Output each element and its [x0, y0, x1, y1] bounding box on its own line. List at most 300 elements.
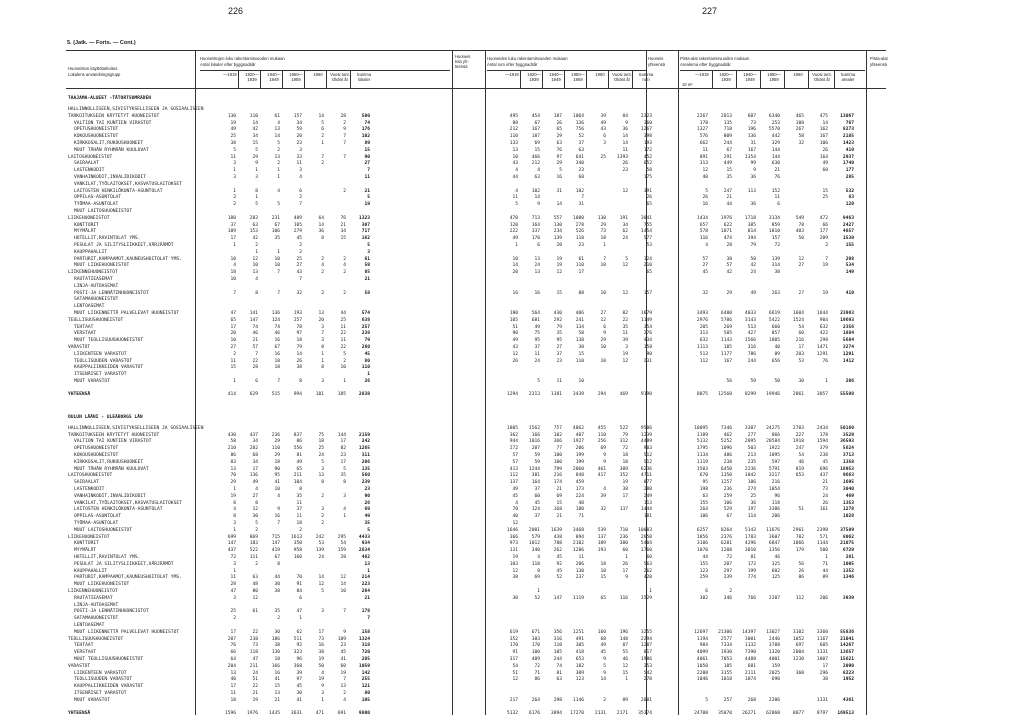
- value-cell: 198: [699, 487, 708, 492]
- value-cell: 869: [249, 534, 258, 540]
- value-cell: 11: [296, 514, 302, 520]
- value-cell: 73: [600, 229, 606, 235]
- value-cell: 38: [274, 589, 280, 594]
- value-cell: 4: [255, 277, 258, 282]
- value-cell: 4033: [744, 311, 756, 316]
- subcol-rule-6: [350, 70, 351, 88]
- value-cell: 5: [233, 147, 236, 153]
- value-cell: 25: [318, 446, 324, 452]
- value-cell: 1: [255, 168, 258, 174]
- value-cell: 110: [249, 113, 258, 119]
- value-cell: 49: [822, 161, 828, 167]
- value-cell: 72: [774, 243, 780, 248]
- value-cell: 1354: [744, 154, 756, 160]
- value-cell: 5: [367, 195, 370, 201]
- value-cell: 18: [274, 459, 280, 465]
- value-cell: 185: [723, 345, 732, 350]
- value-cell: 1070: [696, 548, 708, 554]
- value-cell: 4: [233, 263, 236, 269]
- value-cell: 495: [509, 113, 518, 119]
- value-cell: 1327: [696, 127, 708, 133]
- value-cell: 1007: [816, 657, 828, 662]
- value-cell: 2: [321, 270, 324, 276]
- value-cell: 84: [622, 113, 628, 119]
- value-cell: 4: [321, 263, 324, 269]
- value-cell: 19: [230, 120, 236, 126]
- total-cell: 9190: [640, 391, 652, 397]
- value-cell: 12: [512, 677, 518, 683]
- value-cell: 9: [603, 670, 606, 676]
- value-cell: 1927: [572, 439, 584, 445]
- value-cell: 11: [774, 195, 780, 201]
- value-cell: 6340: [768, 113, 780, 119]
- value-cell: 83: [848, 195, 854, 201]
- value-cell: 1866: [792, 541, 804, 547]
- value-cell: 23: [578, 243, 584, 248]
- value-cell: 2: [343, 120, 346, 126]
- value-cell: 557: [553, 215, 562, 221]
- value-cell: 7: [603, 256, 606, 262]
- value-cell: 86: [534, 677, 540, 683]
- value-cell: 118: [249, 650, 258, 656]
- value-cell: 69: [534, 575, 540, 581]
- value-cell: 437: [249, 432, 258, 438]
- value-cell: 12: [512, 521, 518, 526]
- value-cell: 137: [509, 480, 518, 486]
- value-cell: 15: [726, 168, 732, 174]
- value-cell: 6450: [720, 466, 732, 472]
- value-cell: 37: [556, 351, 562, 357]
- value-cell: 34: [252, 134, 258, 140]
- value-cell: 19: [622, 480, 628, 486]
- value-cell: 49: [534, 324, 540, 330]
- value-cell: 512: [643, 453, 652, 458]
- value-cell: 67: [726, 147, 732, 153]
- value-cell: 311: [361, 453, 370, 458]
- value-cell: 662: [699, 141, 708, 146]
- value-cell: 9: [277, 507, 280, 513]
- value-cell: 4409: [640, 439, 652, 445]
- value-cell: 4: [515, 500, 518, 506]
- value-cell: 90: [646, 351, 652, 357]
- value-cell: 12: [340, 575, 346, 581]
- value-cell: 30: [512, 595, 518, 601]
- value-cell: 131: [509, 548, 518, 554]
- total-cell: 2313: [528, 391, 540, 397]
- value-cell: 236: [619, 534, 628, 540]
- value-cell: 1119: [696, 459, 708, 465]
- value-cell: 305: [575, 643, 584, 649]
- value-cell: 12: [622, 263, 628, 269]
- value-cell: 5684: [842, 338, 854, 344]
- value-cell: 17: [230, 684, 236, 690]
- value-cell: 38: [726, 256, 732, 262]
- value-cell: 89: [774, 351, 780, 357]
- value-cell: 135: [361, 466, 370, 472]
- subcol-rule-19: [808, 70, 809, 88]
- value-cell: 17: [822, 663, 828, 669]
- value-cell: 38: [774, 270, 780, 276]
- value-cell: 291: [723, 154, 732, 160]
- value-cell: 577: [643, 236, 652, 242]
- header-rooms-col-0: —1919: [223, 72, 237, 77]
- value-cell: 1324: [358, 636, 370, 642]
- value-cell: 130: [227, 113, 236, 119]
- value-cell: 14: [252, 120, 258, 126]
- value-cell: 25: [750, 493, 756, 499]
- value-cell: 1320: [768, 650, 780, 656]
- total-cell: 35870: [718, 710, 732, 716]
- value-cell: 65: [600, 595, 606, 601]
- value-cell: 715: [271, 534, 280, 540]
- value-cell: 23983: [840, 311, 854, 316]
- row-label: PESULAT JA SILITYSLIIKKEET,VÄRJÄÄMÖT: [74, 243, 174, 248]
- value-cell: 11676: [766, 527, 780, 533]
- header-area2-col-5: Vuosi tunt. Okänt år: [812, 72, 832, 82]
- value-cell: 25: [230, 609, 236, 615]
- value-cell: 264: [699, 507, 708, 513]
- value-cell: 25: [600, 154, 606, 160]
- value-cell: 2267: [696, 113, 708, 119]
- value-cell: 170: [509, 643, 518, 649]
- value-cell: 76: [340, 215, 346, 221]
- value-cell: 13: [318, 311, 324, 316]
- value-cell: 81: [750, 555, 756, 560]
- value-cell: 12: [702, 168, 708, 174]
- value-cell: 7: [299, 277, 302, 282]
- header-rooms-fi: Huoneistojen luku rakentamisvuoden mukaan: [200, 56, 285, 61]
- row-label: LIIKENNEHUONEISTOT: [68, 270, 118, 276]
- value-cell: 49: [512, 487, 518, 492]
- value-cell: 66: [822, 222, 828, 228]
- value-cell: 75: [318, 432, 324, 438]
- row-label: KAUPPAHALLIT: [74, 568, 108, 574]
- value-cell: 60: [534, 493, 540, 499]
- value-cell: 264: [361, 589, 370, 594]
- value-cell: 92: [296, 643, 302, 649]
- value-cell: 6: [603, 134, 606, 140]
- value-cell: 58: [798, 134, 804, 140]
- value-cell: 78: [296, 324, 302, 330]
- value-cell: 32: [296, 290, 302, 296]
- total-cell: 55598: [840, 391, 854, 397]
- value-cell: 144: [771, 154, 780, 160]
- header-rooms2-col-5: Vuosi tunt. Okänt år: [612, 72, 632, 82]
- value-cell: 2650: [640, 534, 652, 540]
- value-cell: 4361: [842, 697, 854, 703]
- header-sum-short-2: tola yh-: [455, 59, 469, 64]
- value-cell: 12: [600, 317, 606, 323]
- value-cell: 167: [747, 147, 756, 153]
- value-cell: 193: [597, 548, 606, 554]
- value-cell: 1: [233, 188, 236, 194]
- value-cell: 817: [643, 650, 652, 656]
- value-cell: 10083: [638, 527, 652, 533]
- value-cell: 368: [293, 663, 302, 669]
- row-label: LAITOSHUONEISTOT: [68, 154, 113, 160]
- value-cell: 500: [819, 548, 828, 554]
- value-cell: 8: [233, 500, 236, 506]
- value-cell: 9506: [640, 425, 652, 431]
- value-cell: 337: [531, 229, 540, 235]
- value-cell: 1016: [528, 439, 540, 445]
- value-cell: 2004: [792, 650, 804, 656]
- value-cell: 172: [747, 561, 756, 567]
- value-cell: 67: [274, 555, 280, 560]
- value-cell: 37: [534, 514, 540, 520]
- value-cell: 657: [699, 222, 708, 228]
- total-cell: 9800: [358, 710, 370, 716]
- value-cell: 86: [230, 453, 236, 458]
- value-cell: 660: [771, 324, 780, 330]
- value-cell: 110: [597, 432, 606, 438]
- total-cell: 24700: [694, 710, 708, 716]
- value-cell: 6: [777, 202, 780, 208]
- value-cell: 1119: [572, 595, 584, 601]
- value-cell: 43: [512, 345, 518, 350]
- value-cell: 2090: [842, 663, 854, 669]
- value-cell: 984: [699, 643, 708, 649]
- value-cell: 29: [230, 480, 236, 486]
- value-cell: 167: [531, 127, 540, 133]
- value-cell: 24: [534, 358, 540, 364]
- value-cell: 96: [296, 657, 302, 662]
- value-cell: 38: [512, 575, 518, 581]
- value-cell: 489: [293, 215, 302, 221]
- subcol-rule-15: [712, 70, 713, 88]
- row-label: KAUPPALIIKKEIDEN VARASTOT: [74, 365, 144, 371]
- row-label: MUUT TÄHÄN RYHMÄÄN KUULUVAT: [74, 466, 149, 472]
- value-cell: 15: [364, 147, 370, 153]
- value-cell: 958: [293, 548, 302, 554]
- value-cell: 1810: [768, 229, 780, 235]
- value-cell: 142: [361, 670, 370, 676]
- value-cell: 340: [575, 161, 584, 167]
- value-cell: 3493: [696, 311, 708, 316]
- value-cell: 5: [537, 379, 540, 384]
- value-cell: 104: [293, 480, 302, 486]
- value-cell: 2398: [816, 527, 828, 533]
- value-cell: 25: [340, 317, 346, 323]
- value-cell: 503: [747, 446, 756, 452]
- value-cell: 130: [271, 650, 280, 656]
- value-cell: 31: [556, 188, 562, 194]
- row-label: VALTION TAI KUNTIEN VIRASTOT: [74, 120, 152, 126]
- value-cell: 279: [293, 229, 302, 235]
- value-cell: 231: [643, 358, 652, 364]
- value-cell: 91: [296, 582, 302, 588]
- value-cell: 262: [643, 568, 652, 574]
- value-cell: 168: [553, 507, 562, 513]
- value-cell: 216: [553, 473, 562, 479]
- row-label: LAITOSTEN HENKILÖKUNTA-ASUNTOLAT: [74, 188, 163, 194]
- value-cell: 48: [252, 582, 258, 588]
- value-cell: 259: [723, 493, 732, 499]
- header-area2-fi: Pinta-alat rakentamisvuoden mukaan: [680, 56, 750, 61]
- value-cell: 2: [299, 249, 302, 255]
- value-cell: 10: [600, 290, 606, 296]
- value-cell: 6: [603, 324, 606, 330]
- value-cell: 809: [723, 134, 732, 140]
- value-cell: 5: [625, 256, 628, 262]
- value-cell: 105: [509, 317, 518, 323]
- value-cell: 9463: [842, 215, 854, 221]
- total-row: [0, 710, 1024, 717]
- row-label: TEOLLISUUSHUONEISTOT: [68, 317, 124, 323]
- row-label: KOKOUSHUONEISTOT: [74, 453, 119, 458]
- row-label: ITSENÄISET VARASTOT: [74, 372, 127, 378]
- value-cell: 42: [252, 127, 258, 133]
- value-cell: 102: [361, 134, 370, 140]
- value-cell: 152: [771, 188, 780, 194]
- value-cell: 318: [361, 643, 370, 649]
- value-cell: 213: [747, 453, 756, 458]
- value-cell: 7: [581, 195, 584, 201]
- value-cell: 45: [364, 351, 370, 357]
- value-cell: 21: [274, 697, 280, 703]
- subcol-rule-5: [326, 70, 327, 88]
- value-cell: 16: [274, 351, 280, 357]
- value-cell: 2427: [842, 222, 854, 228]
- value-cell: 2: [343, 256, 346, 262]
- value-cell: 62: [296, 629, 302, 635]
- value-cell: 1566: [744, 338, 756, 344]
- value-cell: 22: [340, 345, 346, 350]
- value-cell: 26: [556, 120, 562, 126]
- value-cell: 249: [643, 493, 652, 499]
- row-label: KOKOUSHUONEISTOT: [74, 134, 119, 140]
- value-cell: 15: [600, 575, 606, 581]
- header-usage-fi: Huoneiston käyttötarkoitus: [68, 66, 118, 71]
- row-label: MUUT LIIKENNETTÄ PALVELEVAT HUONEISTOT: [74, 311, 180, 316]
- value-cell: 35: [556, 331, 562, 337]
- value-cell: 2577: [720, 636, 732, 642]
- value-cell: 2185: [842, 134, 854, 140]
- value-cell: 1: [233, 487, 236, 492]
- value-cell: 1113: [696, 345, 708, 350]
- value-cell: 74: [364, 120, 370, 126]
- value-cell: 14: [318, 575, 324, 581]
- total-cell: 1976: [246, 710, 258, 716]
- value-cell: 260: [361, 345, 370, 350]
- row-label: TEOLLISUUSHUONEISTOT: [68, 636, 124, 642]
- value-cell: 155: [699, 561, 708, 567]
- value-cell: 14: [318, 222, 324, 228]
- value-cell: 15: [230, 365, 236, 371]
- value-cell: 1393: [616, 154, 628, 160]
- header-area2-unit: 10 m²: [682, 82, 693, 87]
- value-cell: 1257: [720, 480, 732, 486]
- value-cell: 630: [771, 161, 780, 167]
- value-cell: 34: [340, 229, 346, 235]
- value-cell: 10: [600, 568, 606, 574]
- value-cell: 11: [556, 379, 562, 384]
- value-cell: 894: [575, 534, 584, 540]
- value-cell: 756: [575, 127, 584, 133]
- value-cell: 522: [249, 548, 258, 554]
- value-cell: 29: [274, 453, 280, 458]
- value-cell: 100: [553, 459, 562, 465]
- value-cell: 475: [819, 113, 828, 119]
- value-cell: 9: [625, 575, 628, 581]
- value-cell: 7: [367, 616, 370, 622]
- value-cell: 2: [299, 195, 302, 201]
- value-cell: 54: [340, 541, 346, 547]
- value-cell: 3001: [744, 636, 756, 642]
- value-cell: 710: [619, 527, 628, 533]
- value-cell: 269: [723, 324, 732, 330]
- value-cell: 40: [702, 175, 708, 180]
- value-cell: 199: [575, 453, 584, 458]
- value-cell: 69: [556, 493, 562, 499]
- value-cell: 44: [512, 175, 518, 180]
- value-cell: 1167: [816, 636, 828, 642]
- value-cell: 262: [553, 548, 562, 554]
- value-cell: 196: [619, 629, 628, 635]
- value-cell: 7: [321, 154, 324, 160]
- value-cell: 197: [747, 507, 756, 513]
- value-cell: 1059: [358, 663, 370, 669]
- value-cell: 26: [364, 379, 370, 384]
- value-cell: 187: [553, 113, 562, 119]
- value-cell: 6480: [720, 311, 732, 316]
- total-cell: 1381: [550, 391, 562, 397]
- value-cell: 1: [515, 243, 518, 248]
- value-cell: 406: [575, 311, 584, 316]
- value-cell: 50160: [840, 425, 854, 431]
- value-cell: 1740: [842, 161, 854, 167]
- value-cell: 23: [340, 643, 346, 649]
- header-rooms2-fi: Huoneiden luku rakentamisvuoden mukaan: [487, 56, 568, 61]
- value-cell: 13067: [840, 113, 854, 119]
- value-cell: 105: [723, 663, 732, 669]
- value-cell: 9663: [842, 473, 854, 479]
- value-cell: 283: [249, 215, 258, 221]
- value-cell: 312: [619, 439, 628, 445]
- row-label: OPETUSHUONEISTOT: [74, 446, 119, 452]
- value-cell: 21306: [718, 629, 732, 635]
- value-cell: 162: [819, 127, 828, 133]
- value-cell: 2634: [358, 548, 370, 554]
- value-cell: 4: [321, 670, 324, 676]
- value-cell: 12: [622, 290, 628, 296]
- value-cell: 2: [825, 243, 828, 248]
- value-cell: 1952: [842, 677, 854, 683]
- value-cell: 19: [556, 256, 562, 262]
- value-cell: 1: [537, 589, 540, 594]
- value-cell: 46: [622, 657, 628, 662]
- value-cell: 1208: [720, 548, 732, 554]
- value-cell: 1134: [696, 453, 708, 458]
- value-cell: 11: [534, 351, 540, 357]
- value-cell: 2323: [640, 113, 652, 119]
- value-cell: 1: [625, 677, 628, 683]
- value-cell: 61: [274, 113, 280, 119]
- value-cell: 125: [771, 575, 780, 581]
- value-cell: 51: [512, 670, 518, 676]
- row-label: PARTURIT,KAMPAAMOT,KAUNEUSHOITOLAT YMS.: [74, 575, 182, 581]
- value-cell: 4: [343, 263, 346, 269]
- value-cell: 209: [819, 236, 828, 242]
- value-cell: 16: [556, 175, 562, 180]
- value-cell: 2976: [696, 317, 708, 323]
- value-cell: 857: [771, 331, 780, 337]
- value-cell: 9: [603, 657, 606, 662]
- value-cell: 4: [705, 243, 708, 248]
- value-cell: 316: [747, 345, 756, 350]
- value-cell: 92: [556, 561, 562, 567]
- header-rooms-col-2: 1940— 1949: [267, 72, 281, 82]
